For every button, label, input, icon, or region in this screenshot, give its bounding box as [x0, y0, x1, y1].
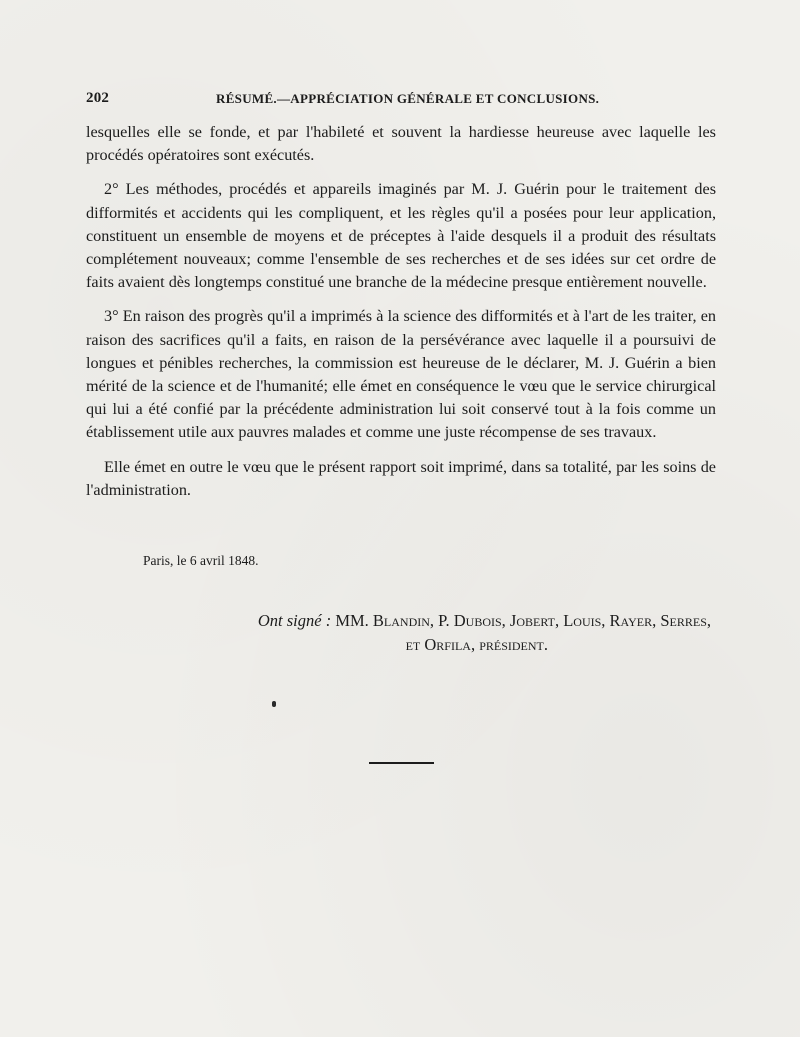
signatures-prefix: Ont signé : — [257, 611, 332, 630]
paragraph-point-3: 3° En raison des progrès qu'il a imprimés à la science des difformités et à l'art de les traiter, en raison des sacrifices qu'il a faits, en raison de la persévérance avec laquelle il a poursuivi de longues et pénibles recherches, la commission est heureuse de le déclarer, M. J. Guérin a bien mérité de la science et de l'humanité; elle émet en conséquence le vœu que le service chirurgical qui lui a été confié par la précédente administration lui soit conservé tout à la fois comme un établissement utile aux pauvres malades et comme une juste récompense de ses travaux. — [86, 307, 716, 442]
closing-rule — [369, 762, 434, 764]
body-text — [86, 121, 716, 513]
paragraph-continuation: lesquelles elle se fonde, et par l'habileté et souvent la hardiesse heureuse avec laquelle les procédés opératoires sont exécutés. — [86, 123, 716, 165]
paragraph-final-wish: Elle émet en outre le vœu que le présent rapport soit imprimé, dans sa totalité, par les soins de l'administration. — [86, 457, 716, 499]
signatories-names: MM. Blandin, P. Dubois, Jobert, Louis, Rayer, Serres, — [335, 611, 711, 630]
signatures-line-1 — [86, 609, 711, 633]
dateline: Paris, le 6 avril 1848. — [143, 553, 259, 568]
signatures-line-2: et Orfila, président. — [405, 635, 548, 654]
ink-speck — [272, 701, 276, 707]
running-head — [86, 90, 716, 110]
page-number: 202 — [86, 90, 110, 106]
running-title: RÉSUMÉ.—APPRÉCIATION GÉNÉRALE ET CONCLUSIONS. — [216, 91, 600, 106]
paragraph-point-2: 2° Les méthodes, procédés et appareils imaginés par M. J. Guérin pour le traitement des difformités et accidents qui les compliquent, et les règles qu'il a posées pour leur application, constituent un ensemble de moyens et de préceptes à l'aide desquels il a produit des résultats complétement nouveaux; comme l'ensemble de ses recherches et de ses idées sur cet ordre de faits avaient dès longtemps constitué une branche de la médecine presque entièrement nouvelle. — [86, 180, 716, 292]
signatures-block — [86, 609, 711, 657]
